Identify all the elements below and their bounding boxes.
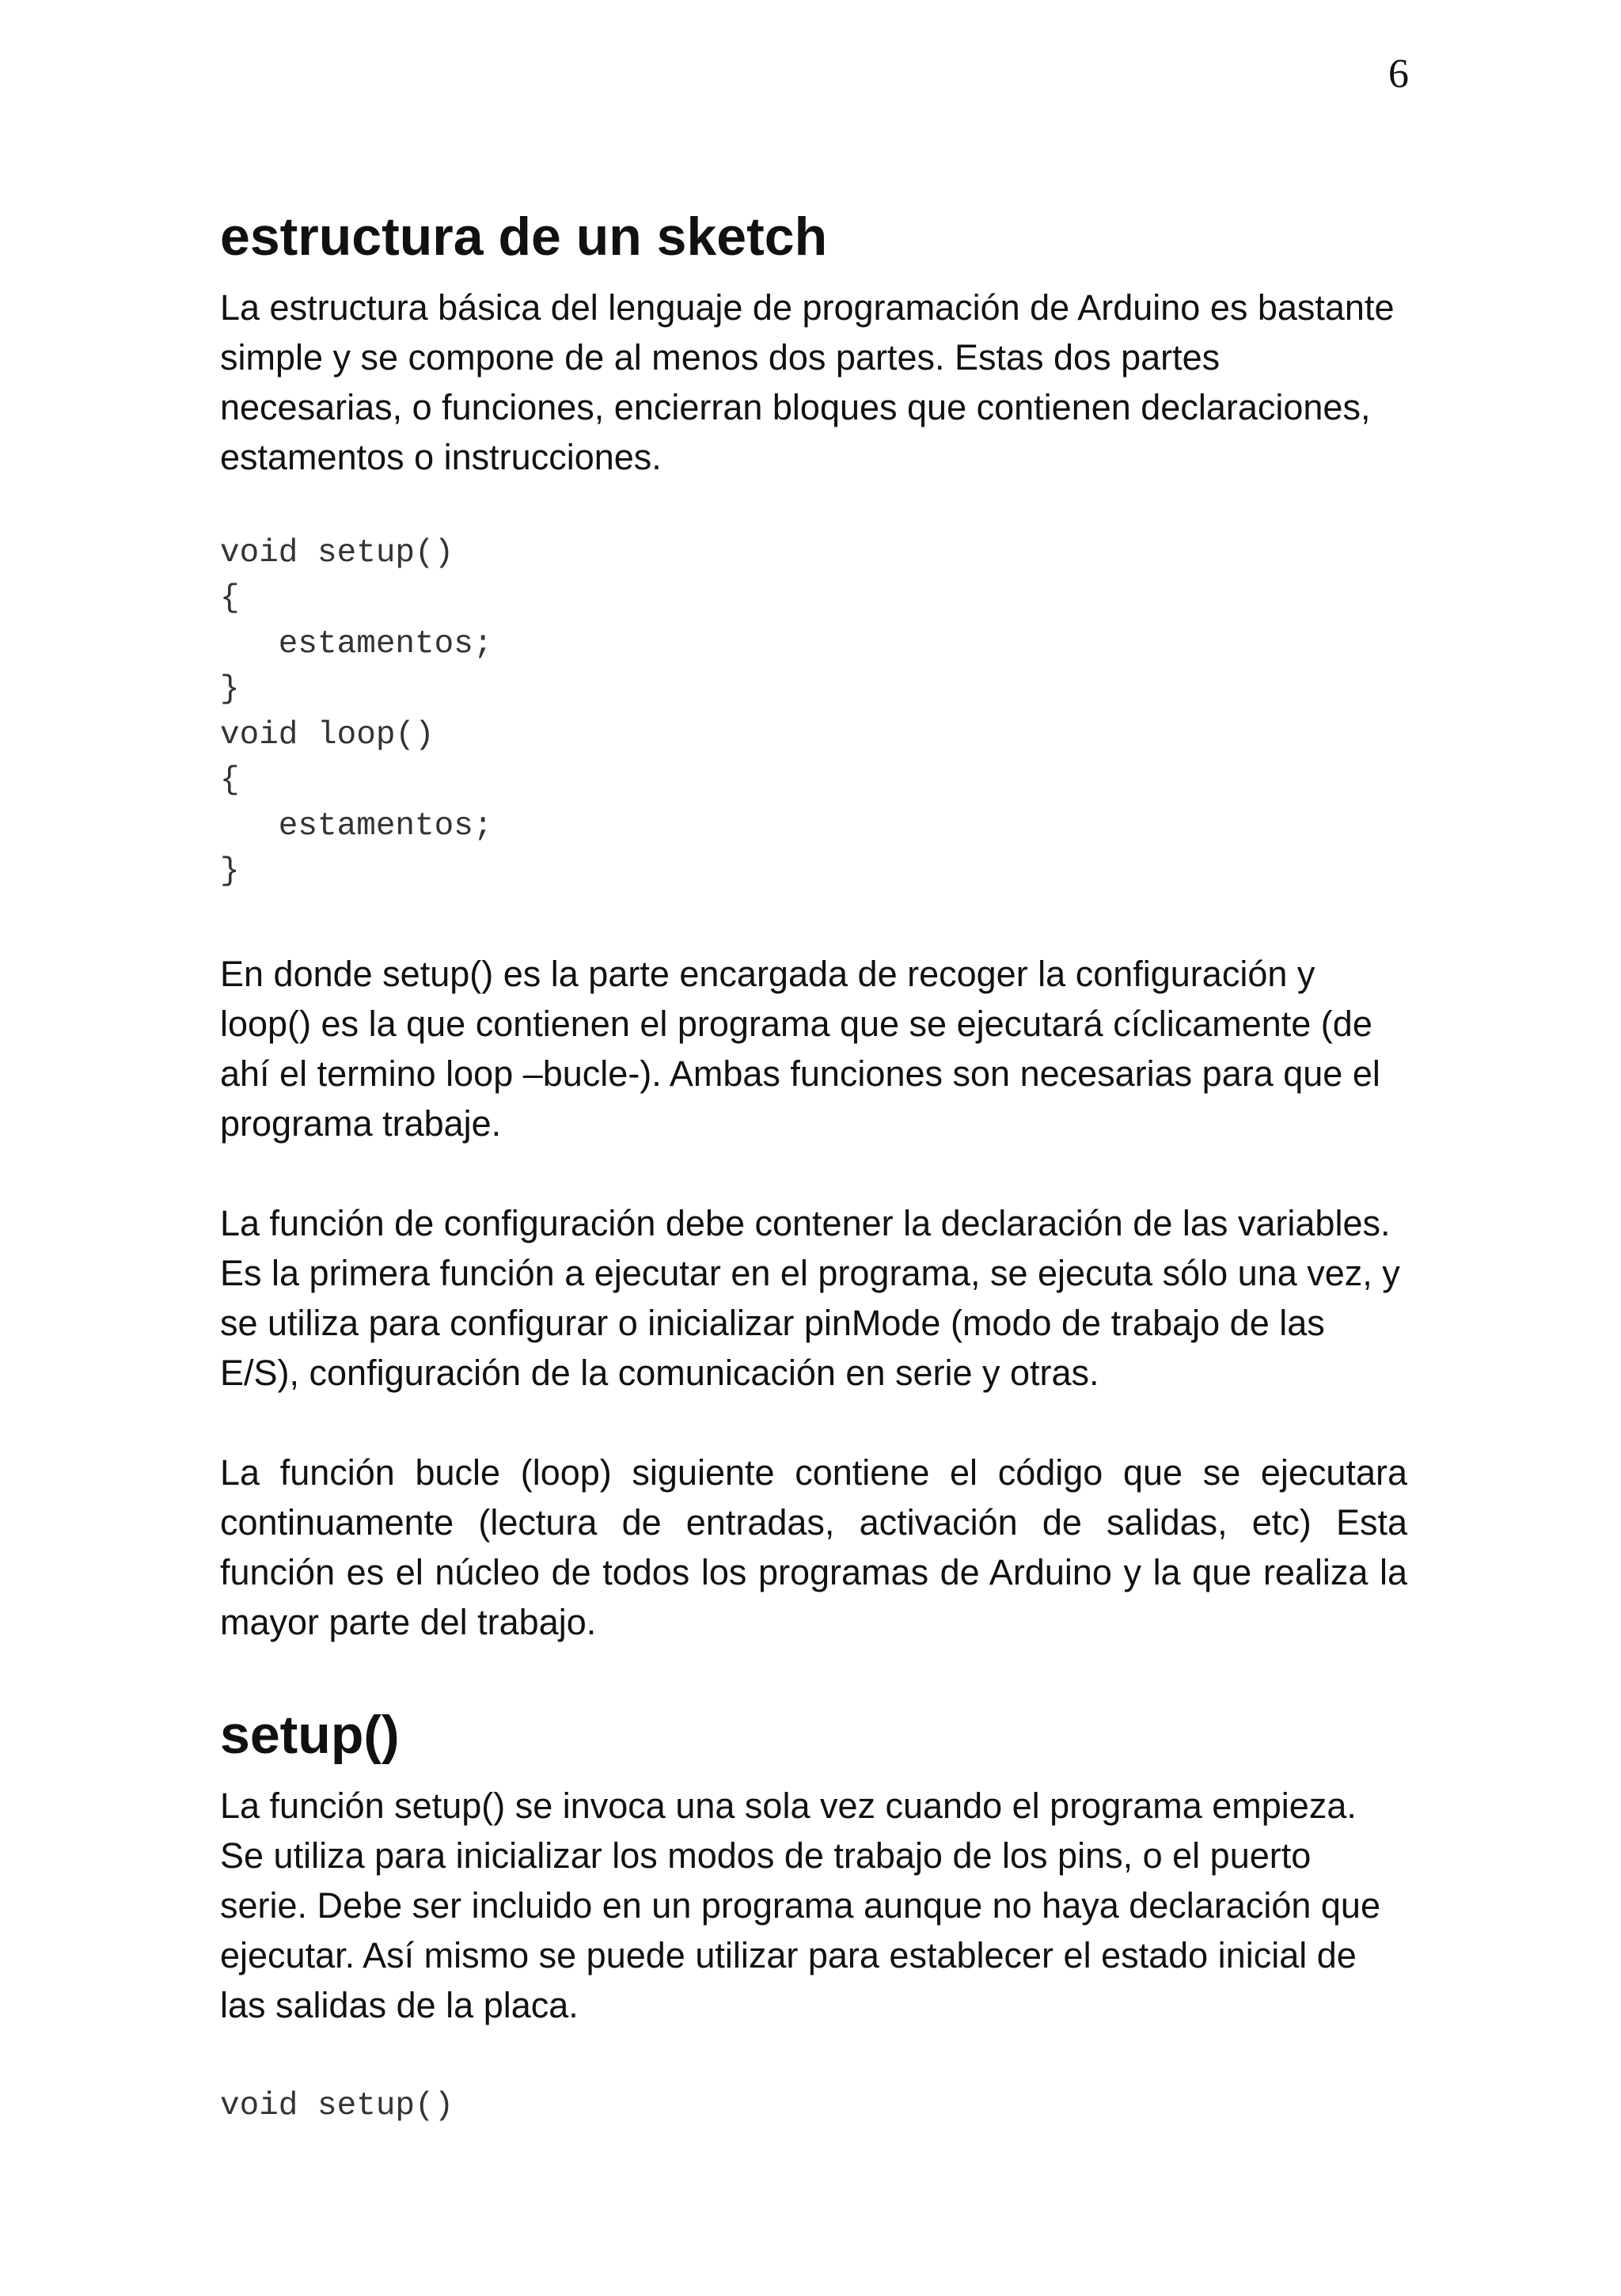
page-content xyxy=(220,207,1407,2129)
section-title-setup: setup() xyxy=(220,1704,400,1765)
paragraph-setup-loop: En donde setup() es la parte encargada de recoger la configuración y loop() es la que contienen el programa que se ejecutará cíclicamente (de ahí el termino loop –bucle-). Ambas funciones son necesarias para que el programa trabaje. xyxy=(220,953,1380,1144)
section-title-sketch-structure: estructura de un sketch xyxy=(220,207,828,267)
code-block-sketch: void setup() { estamentos; } void loop() { estamentos; } xyxy=(220,534,493,890)
paragraph-config-function: La función de configuración debe contener la declaración de las variables. Es la primera función a ejecutar en el programa, se ejecuta sólo una vez, y se utiliza para configurar o inicializar pinMode (modo de trabajo de las E/S), configuración de la comunicación en serie y otras. xyxy=(220,1202,1400,1393)
intro-paragraph: La estructura básica del lenguaje de programación de Arduino es bastante simple y se compone de al menos dos partes. Estas dos partes necesarias, o funciones, encierran bloques que contienen declaraciones, estamentos o instrucciones. xyxy=(220,287,1395,477)
paragraph-loop-function: La función bucle (loop) siguiente contiene el código que se ejecutara continuamente (lectura de entradas, activación de salidas, etc) Esta función es el núcleo de todos los programas de Arduino y la que realiza la mayor parte del trabajo. xyxy=(220,1452,1407,1642)
page-number: 6 xyxy=(1388,51,1409,97)
paragraph-setup-description: La función setup() se invoca una sola vez cuando el programa empieza. Se utiliza para inicializar los modos de trabajo de los pins, o el puerto serie. Debe ser incluido en un programa aunque no haya declaración que ejecutar. Así mismo se puede utilizar para establecer el estado inicial de las salidas de la placa. xyxy=(220,1785,1380,2025)
code-block-setup: void setup() xyxy=(220,2087,454,2124)
